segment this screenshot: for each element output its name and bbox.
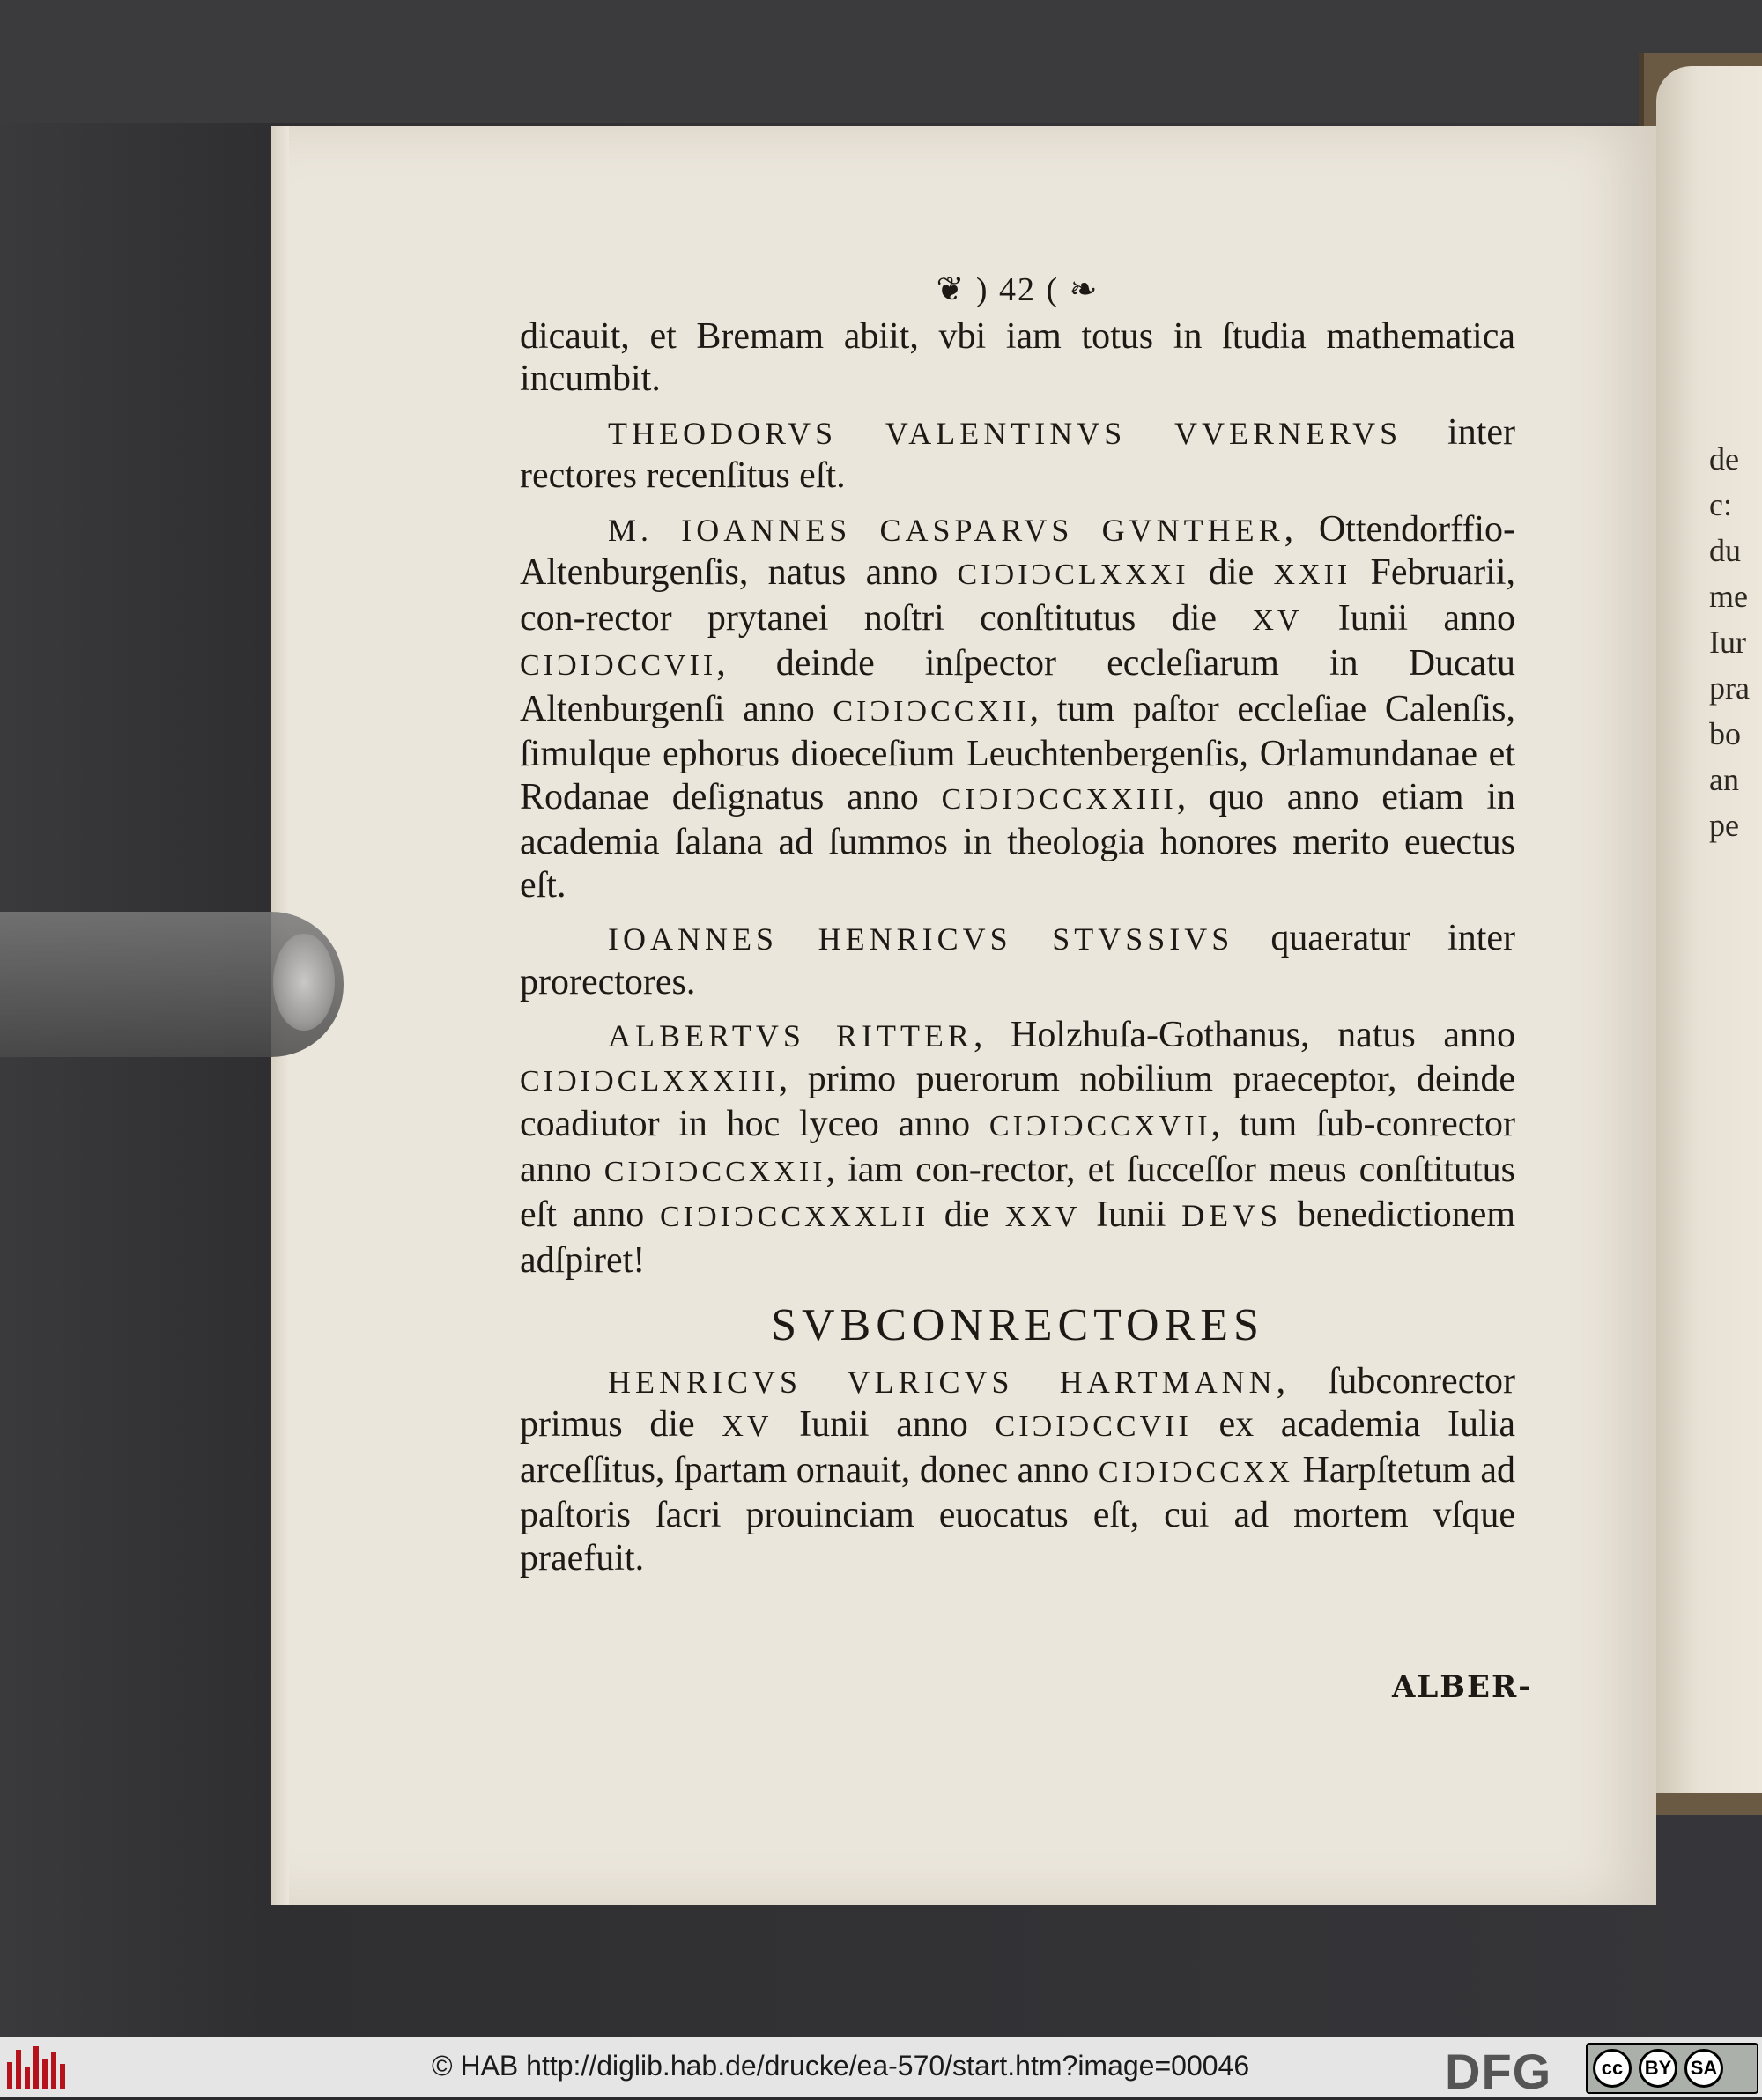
text-run: , tum ſub-conrector anno [520, 1104, 1516, 1190]
roman-numeral: XV [722, 1410, 773, 1443]
paragraph [520, 1360, 1515, 1580]
next-page-fragment: bo [1709, 716, 1741, 751]
roman-numeral: XXII [1273, 558, 1351, 591]
next-page-edge [1656, 66, 1762, 1793]
text-run: , iam con-rector, et ſucceſſor meus conſtitutus eſt anno [520, 1149, 1515, 1235]
page-text-block [520, 269, 1515, 1590]
next-page-fragment: de [1709, 441, 1739, 477]
roman-numeral: CIƆIƆCCXX [1098, 1455, 1293, 1489]
roman-numeral: CIƆIƆCLXXXI [957, 558, 1189, 591]
name-smallcaps: M. IOANNES CASPARVS GVNTHER [608, 512, 1284, 548]
paragraph [520, 411, 1515, 498]
text-run: benedictionem adſpiret! [520, 1194, 1516, 1281]
text-run: inter rectores recenſitus eſt. [520, 411, 1515, 496]
roman-numeral: CIƆIƆCCXXXLII [659, 1201, 929, 1233]
roman-numeral: CIƆIƆCLXXXIII [520, 1064, 779, 1098]
roman-numeral: CIƆIƆCCXXII [603, 1155, 826, 1188]
paragraph [520, 1014, 1515, 1282]
roman-numeral: XXV [1004, 1201, 1081, 1233]
paragraph [520, 508, 1515, 907]
text-run: Iunii anno [1302, 597, 1516, 639]
next-page-fragment: du [1709, 533, 1741, 568]
next-page-fragment: Iur [1709, 625, 1746, 660]
text-run: Harpſtetum ad paſtoris ſacri prouinciam euocatus eſt, cui ad mortem vſque praefuit. [520, 1449, 1515, 1579]
text-run: Februarii, con-rector prytanei noſtri conſtitutus die [520, 552, 1515, 639]
next-page-fragment: an [1709, 762, 1739, 797]
name-smallcaps: IOANNES HENRICVS STVSSIVS [608, 921, 1234, 957]
dfg-logo: DFG [1445, 2044, 1552, 2099]
hab-logo-icon [7, 2046, 74, 2089]
sa-icon: SA [1684, 2049, 1723, 2088]
by-icon: BY [1639, 2049, 1677, 2088]
text-run: ex academia Iulia arceſſitus, ſpartam ornauit, donec anno [520, 1404, 1515, 1490]
name-smallcaps: THEODORVS VALENTINVS VVERNERVS [608, 415, 1403, 451]
roman-numeral: XV [1252, 603, 1303, 637]
license-badge[interactable] [1586, 2043, 1758, 2094]
cc-icon: cc [1593, 2049, 1632, 2088]
next-page-fragment: pe [1709, 808, 1739, 843]
text-run: dicauit, et Bremam abiit, vbi iam totus in ſtudia mathematica incumbit. [520, 315, 1515, 399]
text-run: Iunii anno [772, 1404, 996, 1445]
text-run: , deinde inſpector eccleſiarum in Ducatu Altenburgenſi anno [520, 643, 1515, 729]
section-title: SVBCONRECTORES [771, 1300, 1264, 1350]
name-smallcaps: DEVS [1181, 1198, 1283, 1233]
roman-numeral: CIƆIƆCCVII [995, 1410, 1192, 1443]
text-run: , Holzhuſa-Gothanus, natus anno [973, 1015, 1515, 1055]
next-page-fragment: me [1709, 579, 1748, 614]
roman-numeral: CIƆIƆCCXVII [988, 1110, 1211, 1142]
roman-numeral: CIƆIƆCCVII [520, 649, 717, 682]
book-cover-top [0, 0, 1762, 123]
text-run: , Ottendorffio-Altenburgenſis, natus anno [520, 508, 1515, 593]
text-run: die [1188, 552, 1274, 593]
text-run: die [929, 1194, 1005, 1235]
paragraphs [520, 315, 1515, 1283]
text-run: , quo anno etiam in academia ſalana ad ſummos in theologia honores merito euectus eſt. [520, 776, 1515, 906]
name-smallcaps: HENRICVS VLRICVS HARTMANN [608, 1364, 1277, 1400]
text-run: , tum paſtor eccleſiae Calenſis, ſimulque ephorus dioeceſium Leuchtenbergenſis, Orlamundanae et Rodanae deſignatus anno [520, 688, 1515, 817]
catchword: ALBER- [1392, 1669, 1533, 1704]
page-holder-strip [0, 912, 344, 1057]
next-page-fragment: pra [1709, 670, 1750, 706]
paragraph [520, 315, 1515, 401]
text-run: Iunii [1080, 1194, 1182, 1235]
text-run: , ſubconrector primus die [520, 1360, 1515, 1445]
text-run: , primo puerorum nobilium praeceptor, deinde coadiutor in hoc lyceo anno [520, 1058, 1515, 1144]
roman-numeral: CIƆIƆCCXXIII [941, 782, 1177, 816]
text-run: quaeratur inter prorectores. [520, 918, 1515, 1002]
paragraphs-after [520, 1360, 1515, 1580]
roman-numeral: CIƆIƆCCXII [833, 694, 1030, 728]
name-smallcaps: ALBERTVS RITTER [608, 1018, 974, 1054]
footer-bar [0, 2037, 1762, 2097]
copyright-link[interactable]: © HAB http://diglib.hab.de/drucke/ea-570/start.htm?image=00046 [432, 2050, 1250, 2082]
next-page-fragment: c: [1709, 487, 1732, 522]
next-page-text [1709, 436, 1750, 848]
running-head: ❦ ) 42 ( ❧ [936, 271, 1099, 308]
paragraph [520, 917, 1515, 1003]
